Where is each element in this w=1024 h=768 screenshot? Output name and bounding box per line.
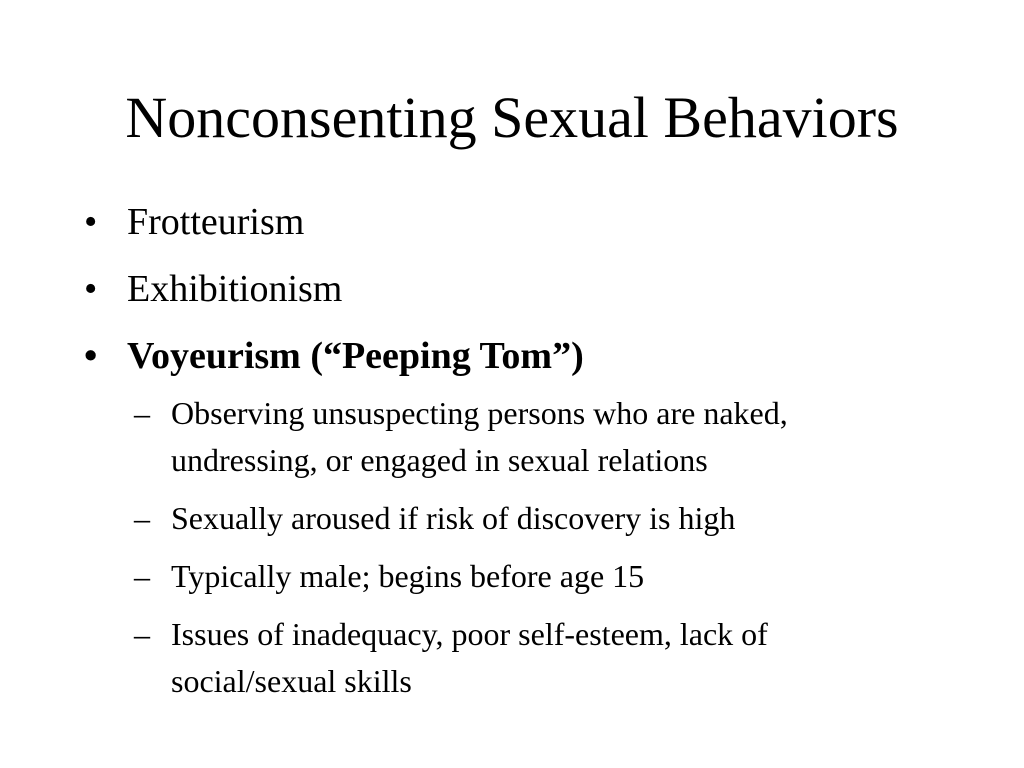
bullet-marker: • — [84, 201, 98, 243]
slide-title: Nonconsenting Sexual Behaviors — [125, 85, 899, 150]
sub-bullet-item — [134, 553, 962, 600]
bullet-item-highlighted — [82, 330, 962, 382]
sub-bullet-text: Typically male; begins before age 15 — [171, 558, 645, 594]
sub-bullet-item — [134, 390, 962, 484]
sub-bullet-item — [134, 495, 962, 542]
bullet-text: Voyeurism (“Peeping Tom”) — [127, 335, 584, 377]
sub-bullet-text: Sexually aroused if risk of discovery is high — [171, 500, 736, 536]
sub-bullet-text: Observing unsuspecting persons who are naked, undressing, or engaged in sexual relations — [171, 395, 788, 478]
sub-bullet-marker: – — [134, 616, 150, 652]
bullet-text: Frotteurism — [127, 201, 305, 243]
sub-bullet-item — [134, 611, 962, 705]
sub-bullet-text: Issues of inadequacy, poor self-esteem, lack of social/sexual skills — [171, 616, 768, 699]
sub-bullet-marker: – — [134, 558, 150, 594]
slide-body — [82, 196, 962, 716]
bullet-text: Exhibitionism — [127, 268, 343, 310]
sub-bullet-marker: – — [134, 500, 150, 536]
bullet-marker: • — [84, 335, 98, 377]
bullet-item — [82, 196, 962, 248]
bullet-item — [82, 263, 962, 315]
sub-bullet-list — [134, 390, 962, 705]
bullet-marker: • — [84, 268, 98, 310]
sub-bullet-marker: – — [134, 395, 150, 431]
